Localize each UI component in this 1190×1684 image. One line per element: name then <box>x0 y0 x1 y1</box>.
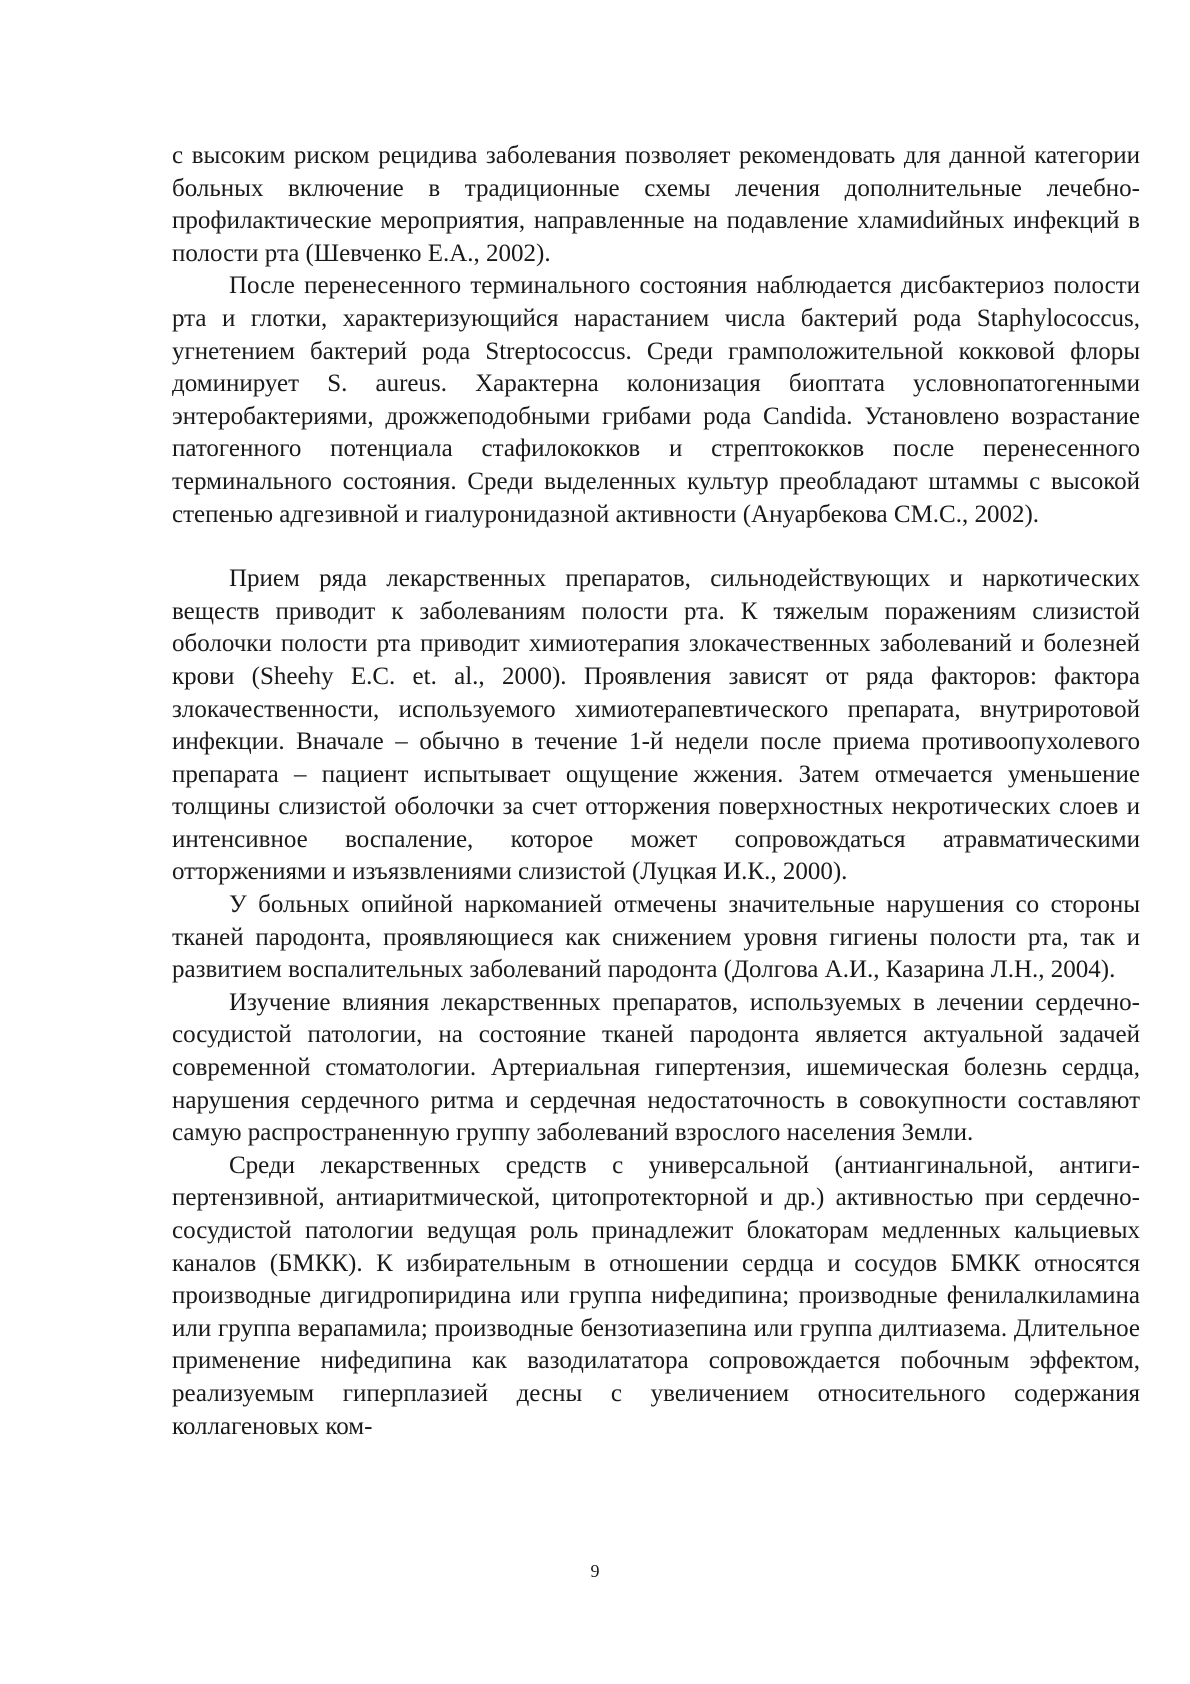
paragraph-calcium-blockers: Среди лекарственных средств с универсальной (антиангинальной, антигипертензивной, антиаритмической, цитопротекторной и др.) активностью при сердечно-сосудистой патологии ведущая роль принадлежит блокаторам медленных кальциевых каналов (БМКК). К избирательным в отношении сердца и сосудов БМКК относятся производные дигидропиридина или группа нифедипина; производные фенилалкиламина или группа верапамила; производные бензотиазепина или группа дилтиазема. Длительное применение нифедипина как вазодилататора сопровождается побочным эффектом, реализуемым гиперплазией десны с увеличением относительного содержания коллагеновых ком- <box>172 1151 1140 1440</box>
page-number: 9 <box>590 1561 600 1581</box>
body-text <box>172 140 1140 1443</box>
paragraph-continuation: с высоким риском рецидива заболевания позволяет рекомендовать для данной категории больных включение в традиционные схемы лечения дополнительные лечебно-профилактические мероприятия, направленные на подавление хламиdийных инфекций в полости рта (Шевченко Е.А., 2002). <box>172 142 1140 267</box>
paragraph-cardiovascular: Изучение влияния лекарственных препаратов, используемых в лечении сердечно-сосудистой патологии, на состояние тканей пародонта является актуальной задачей современной стоматологии. Артериальная гипертензия, ишемическая болезнь сердца, нарушения сердечного ритма и сердечная недостаточность в совокупности составляют самую распространенную группу заболеваний взрослого населения Земли. <box>172 988 1140 1147</box>
paragraph-dysbacteriosis: После перенесенного терминального состояния наблюдается дисбактериоз полости рта и глотки, характеризующийся нарастанием числа бактерий рода Staphylococcus, угнетением бактерий рода Streptococcus. Среди грамположительной кокковой флоры доминирует S. aureus. Характерна колонизация биоптата условнопатогенными энтеробактериями, дрожжеподобными грибами рода Candida. Установлено возрастание патогенного потенциала стафилококков и стрептококков после перенесенного терминального состояния. Среди выделенных культур преобладают штаммы с высокой степенью адгезивной и гиалуронидазной активности (Ануарбекова СМ.С., 2002). <box>172 272 1140 528</box>
paragraph-medications: Прием ряда лекарственных препаратов, сильнодействующих и наркотических веществ приводит к заболеваниям полости рта. К тяжелым поражениям слизистой оболочки полости рта приводит химиотерапия злокачественных заболеваний и болезней крови (Sheehy E.C. et. al., 2000). Проявления зависят от ряда факторов: фактора злокачественности, используемого химиотерапевтического препарата, внутриротовой инфекции. Вначале – обычно в течение 1-й недели после приема противоопухолевого препарата – пациент испытывает ощущение жжения. Затем отмечается уменьшение толщины слизистой оболочки за счет отторжения поверхностных некротических слоев и интенсивное воспаление, которое может сопровождаться атравматическими отторжениями и изъязвлениями слизистой (Луцкая И.К., 2000). <box>172 565 1140 886</box>
paragraph-opium-addiction: У больных опийной наркоманией отмечены значительные нарушения со стороны тканей пародонта, проявляющиеся как снижением уровня гигиены полости рта, так и развитием воспалительных заболеваний пародонта (Долгова А.И., Казарина Л.Н., 2004). <box>172 891 1140 984</box>
